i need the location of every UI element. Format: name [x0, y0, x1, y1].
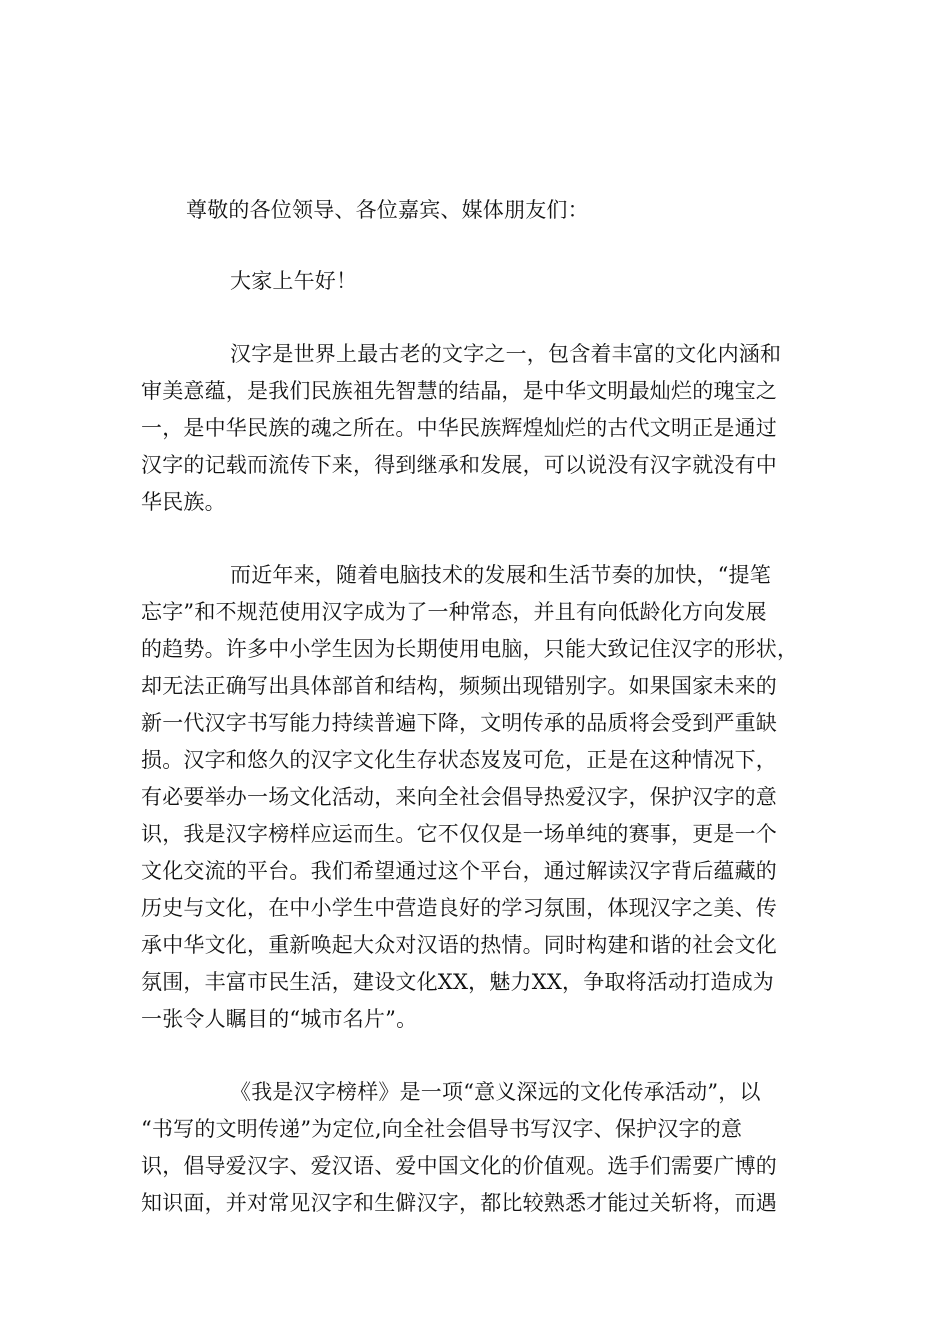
salutation: 尊敬的各位领导、各位嘉宾、媒体朋友们：: [186, 198, 589, 222]
paragraph-2-line-6: 损。汉字和悠久的汉字文化生存状态岌岌可危，正是在这种情况下，: [141, 748, 777, 772]
paragraph-2-line-11: 承中华文化，重新唤起大众对汉语的热情。同时构建和谐的社会文化: [141, 933, 777, 957]
paragraph-1-line-4: 汉字的记载而流传下来，得到继承和发展，可以说没有汉字就没有中: [141, 453, 777, 477]
paragraph-1-line-3: 一，是中华民族的魂之所在。中华民族辉煌灿烂的古代文明正是通过: [141, 416, 777, 440]
paragraph-3-line-1: 《我是汉字榜样》是一项“意义深远的文化传承活动”，以: [230, 1080, 761, 1104]
paragraph-2-line-12: 氛围，丰富市民生活，建设文化XX，魅力XX，争取将活动打造成为: [141, 970, 774, 994]
paragraph-2-line-3: 的趋势。许多中小学生因为长期使用电脑，只能大致记住汉字的形状，: [141, 637, 799, 661]
paragraph-2-line-7: 有必要举办一场文化活动，来向全社会倡导热爱汉字，保护汉字的意: [141, 785, 777, 809]
paragraph-2-line-8: 识，我是汉字榜样应运而生。它不仅仅是一场单纯的赛事，更是一个: [141, 822, 777, 846]
paragraph-2-line-10: 历史与文化，在中小学生中营造良好的学习氛围，体现汉字之美、传: [141, 896, 777, 920]
paragraph-2-line-4: 却无法正确写出具体部首和结构，频频出现错别字。如果国家未来的: [141, 674, 777, 698]
paragraph-3-line-4: 知识面，并对常见汉字和生僻汉字，都比较熟悉才能过关斩将，而遇: [141, 1191, 777, 1215]
paragraph-2-line-13: 一张令人瞩目的“城市名片”。: [141, 1007, 418, 1031]
paragraph-2-line-9: 文化交流的平台。我们希望通过这个平台，通过解读汉字背后蕴藏的: [141, 859, 777, 883]
paragraph-3-line-3: 识，倡导爱汉字、爱汉语、爱中国文化的价值观。选手们需要广博的: [141, 1154, 777, 1178]
paragraph-1-line-1: 汉字是世界上最古老的文字之一，包含着丰富的文化内涵和: [230, 342, 782, 366]
paragraph-2-line-2: 忘字”和不规范使用汉字成为了一种常态，并且有向低龄化方向发展: [141, 600, 767, 624]
paragraph-1-line-2: 审美意蕴，是我们民族祖先智慧的结晶，是中华文明最灿烂的瑰宝之: [141, 379, 777, 403]
paragraph-2-line-1: 而近年来，随着电脑技术的发展和生活节奏的加快，“提笔: [230, 563, 771, 587]
greeting: 大家上午好！: [230, 269, 358, 293]
paragraph-2-line-5: 新一代汉字书写能力持续普遍下降，文明传承的品质将会受到严重缺: [141, 711, 777, 735]
paragraph-3-line-2: “书写的文明传递”为定位,向全社会倡导书写汉字、保护汉字的意: [141, 1117, 743, 1141]
paragraph-1-line-5: 华民族。: [141, 490, 226, 514]
